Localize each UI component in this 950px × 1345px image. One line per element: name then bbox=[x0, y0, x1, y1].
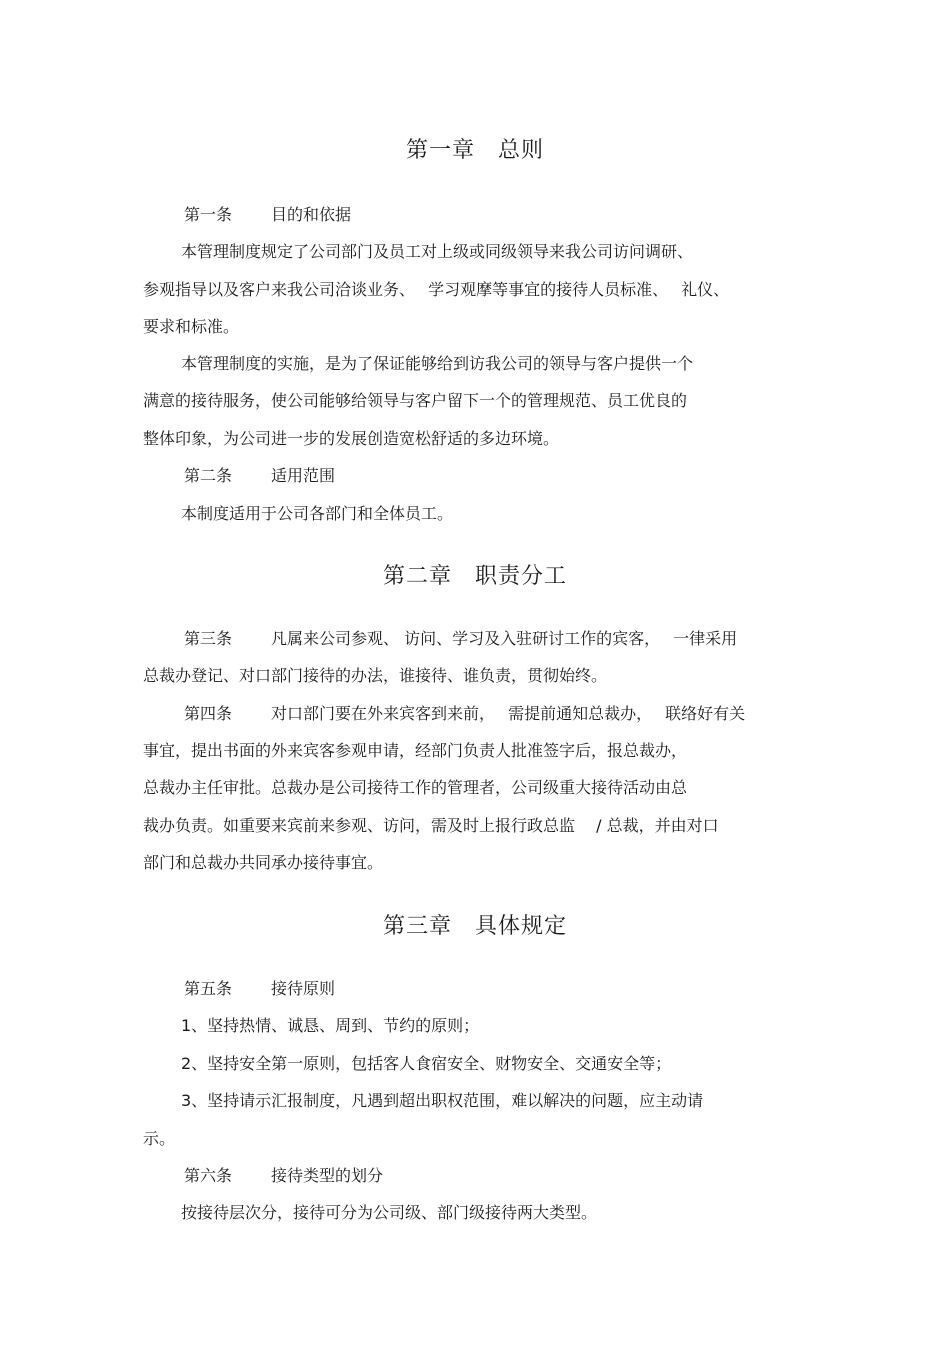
article-1-title: 目的和依据 bbox=[271, 205, 352, 224]
paragraph-line: 事宜，提出书面的外来宾客参观申请，经部门负责人批准签字后，报总裁办， bbox=[143, 741, 688, 760]
paragraph-line: 要求和标准。 bbox=[143, 317, 240, 336]
article-5-number: 第五条 bbox=[184, 979, 233, 998]
chapter-2-title: 第二章 职责分工 bbox=[382, 564, 567, 589]
paragraph-line: 对口部门要在外来宾客到来前， 需提前通知总裁办， 联络好有关 bbox=[271, 704, 746, 723]
paragraph-line: 总裁办主任审批。总裁办是公司接待工作的管理者，公司级重大接待活动由总 bbox=[143, 778, 688, 797]
list-item: 3、坚持请示汇报制度，凡遇到超出职权范围，难以解决的问题，应主动请 bbox=[181, 1091, 704, 1110]
article-5-title: 接待原则 bbox=[271, 979, 336, 998]
paragraph-line: 整体印象，为公司进一步的发展创造宽松舒适的多边环境。 bbox=[143, 429, 560, 448]
chapter-1-title: 第一章 总则 bbox=[405, 138, 544, 163]
article-4-number: 第四条 bbox=[184, 704, 233, 723]
paragraph-line: 裁办负责。如重要来宾前来参观、访问，需及时上报行政总监 / 总裁，并由对口 bbox=[143, 816, 719, 835]
paragraph-line: 本管理制度规定了公司部门及员工对上级或同级领导来我公司访问调研、 bbox=[181, 242, 694, 261]
list-item: 1、坚持热情、诚恳、周到、节约的原则； bbox=[181, 1016, 480, 1035]
article-2-title: 适用范围 bbox=[271, 466, 336, 485]
article-2-number: 第二条 bbox=[184, 466, 233, 485]
article-1-number: 第一条 bbox=[184, 205, 233, 224]
paragraph-line: 总裁办登记、对口部门接待的办法，谁接待、谁负责，贯彻始终。 bbox=[143, 666, 608, 685]
paragraph-line: 部门和总裁办共同承办接待事宜。 bbox=[143, 853, 384, 872]
paragraph-line: 参观指导以及客户来我公司洽谈业务、 学习观摩等事宜的接待人员标准、 礼仪、 bbox=[143, 280, 730, 299]
paragraph-line: 示。 bbox=[143, 1129, 176, 1148]
paragraph-line: 凡属来公司参观、 访问、学习及入驻研讨工作的宾客， 一律采用 bbox=[271, 629, 738, 648]
paragraph-line: 本制度适用于公司各部门和全体员工。 bbox=[181, 504, 454, 523]
article-6-number: 第六条 bbox=[184, 1166, 233, 1185]
paragraph-line: 本管理制度的实施，是为了保证能够给到访我公司的领导与客户提供一个 bbox=[181, 354, 694, 373]
paragraph-line: 按接待层次分，接待可分为公司级、部门级接待两大类型。 bbox=[181, 1203, 598, 1222]
paragraph-line: 满意的接待服务，使公司能够给领导与客户留下一个的管理规范、员工优良的 bbox=[143, 391, 688, 410]
chapter-3-title: 第三章 具体规定 bbox=[382, 914, 567, 939]
list-item: 2、坚持安全第一原则，包括客人食宿安全、财物安全、交通安全等； bbox=[181, 1054, 672, 1073]
article-3-number: 第三条 bbox=[184, 629, 233, 648]
article-6-title: 接待类型的划分 bbox=[271, 1166, 384, 1185]
